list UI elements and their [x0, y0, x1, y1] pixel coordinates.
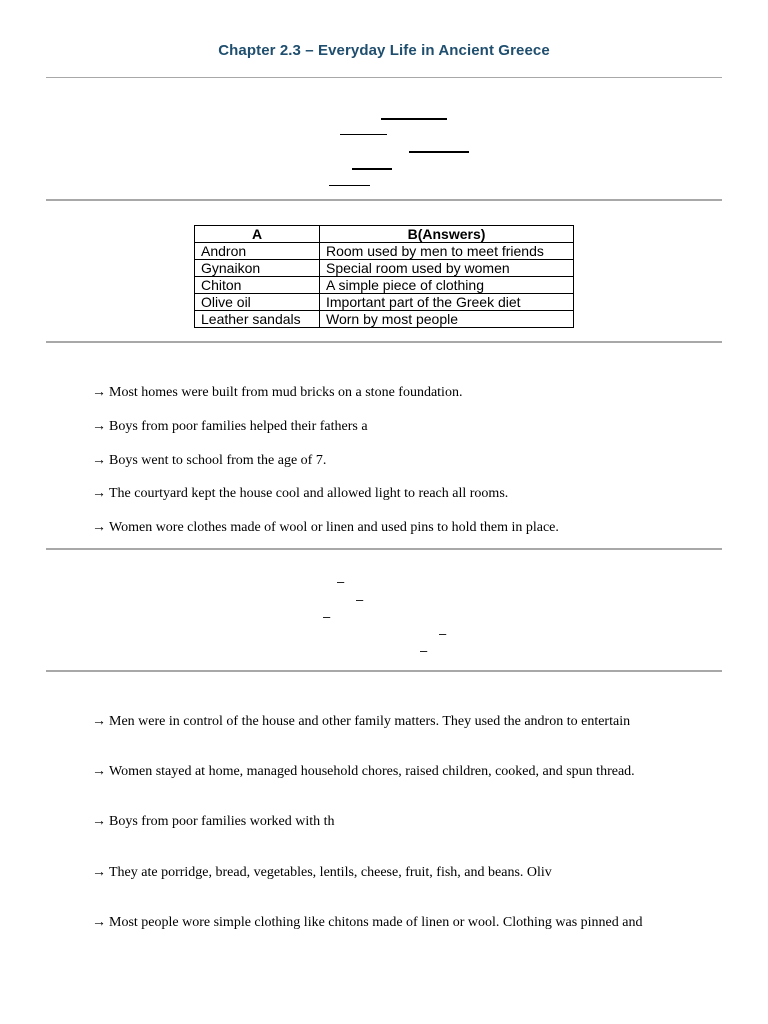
dash-mark: –: [356, 592, 364, 607]
list-item: → They ate porridge, bread, vegetables, lentils, cheese, fruit, fish, and beans. Oliv: [92, 865, 552, 880]
divider: [46, 341, 722, 343]
answer-cell: Special room used by women: [320, 260, 574, 277]
dash-mark: –: [439, 626, 447, 641]
list-item: → Most homes were built from mud bricks on a stone foundation.: [92, 385, 463, 400]
list-item: → Men were in control of the house and other family matters. They used the andron to entertain: [92, 714, 631, 729]
answer-blank: [340, 134, 387, 135]
divider: [46, 548, 722, 550]
answer-cell: Important part of the Greek diet: [320, 294, 574, 311]
page-title: Chapter 2.3 – Everyday Life in Ancient Greece: [218, 42, 550, 59]
matching-table: [194, 225, 574, 328]
answer-blank: [329, 185, 370, 186]
table-row: [195, 311, 574, 328]
column-header-b: B(Answers): [320, 226, 574, 243]
list-item: → Women wore clothes made of wool or linen and used pins to hold them in place.: [92, 520, 559, 535]
dash-mark: –: [323, 609, 331, 624]
table-row: [195, 260, 574, 277]
divider: [46, 670, 722, 672]
table-row: [195, 277, 574, 294]
term-cell: Gynaikon: [195, 260, 320, 277]
arrow-icon: →: [92, 764, 106, 779]
term-cell: Olive oil: [195, 294, 320, 311]
arrow-icon: →: [92, 486, 106, 501]
arrow-icon: →: [92, 419, 106, 434]
term-cell: Chiton: [195, 277, 320, 294]
list-item: → The courtyard kept the house cool and allowed light to reach all rooms.: [92, 486, 509, 501]
term-cell: Andron: [195, 243, 320, 260]
divider: [46, 77, 722, 78]
table-row: [195, 294, 574, 311]
arrow-icon: →: [92, 865, 106, 880]
list-item: → Women stayed at home, managed household chores, raised children, cooked, and spun thread.: [92, 764, 635, 779]
answer-cell: Worn by most people: [320, 311, 574, 328]
column-header-a: A: [195, 226, 320, 243]
list-item: → Most people wore simple clothing like chitons made of linen or wool. Clothing was pinned and: [92, 915, 643, 930]
arrow-icon: →: [92, 915, 106, 930]
table-row: [195, 243, 574, 260]
arrow-icon: →: [92, 385, 106, 400]
dash-mark: –: [337, 574, 345, 589]
arrow-icon: →: [92, 520, 106, 535]
list-item: → Boys from poor families worked with th: [92, 814, 335, 829]
answer-blank: [381, 118, 447, 120]
arrow-icon: →: [92, 453, 106, 468]
arrow-icon: →: [92, 814, 106, 829]
answer-cell: A simple piece of clothing: [320, 277, 574, 294]
answer-blank: [409, 151, 469, 153]
dash-mark: –: [420, 643, 428, 658]
answer-cell: Room used by men to meet friends: [320, 243, 574, 260]
answer-blank: [352, 168, 392, 170]
term-cell: Leather sandals: [195, 311, 320, 328]
list-item: → Boys went to school from the age of 7.: [92, 453, 327, 468]
list-item: → Boys from poor families helped their fathers a: [92, 419, 368, 434]
arrow-icon: →: [92, 714, 106, 729]
table-header-row: [195, 226, 574, 243]
divider: [46, 199, 722, 201]
